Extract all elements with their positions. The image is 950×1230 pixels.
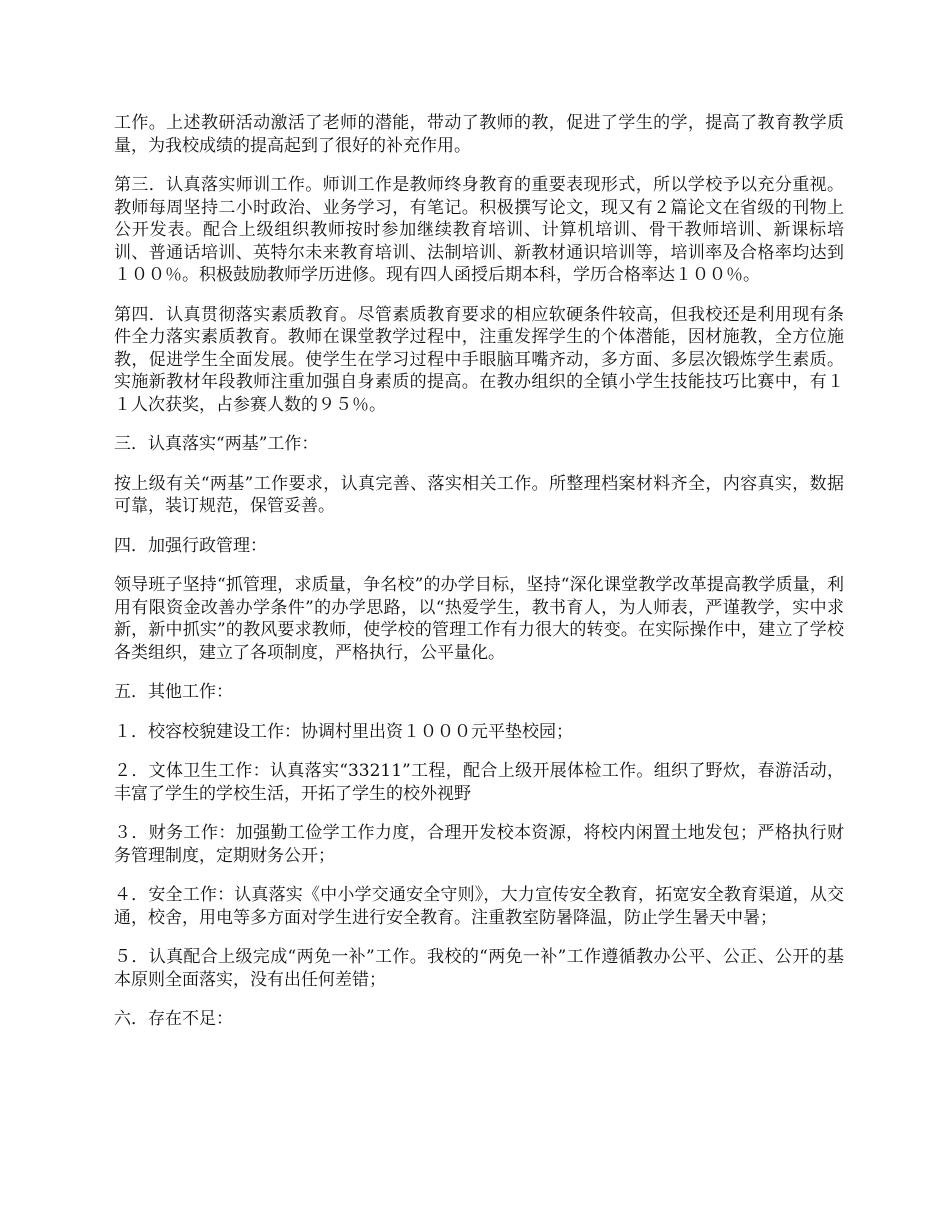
- list-item-campus: １．校容校貌建设工作：协调村里出资１０００元平垫校园；: [114, 721, 573, 742]
- section-heading-shortcomings: 六．存在不足：: [114, 1009, 233, 1029]
- list-item-safety: ４．安全工作：认真落实《中小学交通安全守则》，大力宣传安全教育，拓宽安全教育渠道，从交通，校舍，用电等多方面对学生进行安全教育。注重教室防暑降温，防止学生暑天中暑；: [114, 885, 844, 928]
- paragraph-quality-education: 第四．认真贯彻落实素质教育。尽管素质教育要求的相应软硬条件较高，但我校还是利用现有条件全力落实素质教育。教师在课堂教学过程中，注重发挥学生的个体潜能，因材施教，全方位施教，促进学生全面发展。使学生在学习过程中手眼脑耳嘴齐动，多方面、多层次锻炼学生素质。实施新教材年段教师注重加强自身素质的提高。在教办组织的全镇小学生技能技巧比赛中，有１１人次获奖，占参赛人数的９５％。: [114, 304, 844, 415]
- list-item-finance: ３．财务工作：加强勤工俭学工作力度，合理开发校本资源，将校内闲置土地发包；严格执行财务管理制度，定期财务公开；: [114, 823, 844, 866]
- paragraph-administration: 领导班子坚持“抓管理，求质量，争名校”的办学目标，坚持“深化课堂教学改革提高教学质量，利用有限资金改善办学条件”的办学思路，以“热爱学生，教书育人，为人师表，严谨教学，实中求新，新中抓实”的教风要求教师，使学校的管理工作有力很大的转变。在实际操作中，建立了学校各类组织，建立了各项制度，严格执行，公平量化。: [114, 575, 844, 663]
- section-heading-two-basics: 三．认真落实“两基”工作：: [114, 434, 319, 454]
- document-body: [114, 112, 844, 1048]
- paragraph-teacher-training: 第三．认真落实师训工作。师训工作是教师终身教育的重要表现形式，所以学校予以充分重视。教师每周坚持二小时政治、业务学习，有笔记。积极撰写论文，现又有２篇论文在省级的刊物上公开发表。配合上级组织教师按时参加继续教育培训、计算机培训、骨干教师培训、新课标培训、普通话培训、英特尔未来教育培训、法制培训、新教材通识培训等，培训率及合格率均达到１００％。积极鼓励教师学历进修。现有四人函授后期本科，学历合格率达１００％。: [114, 175, 844, 285]
- section-heading-administration: 四．加强行政管理：: [114, 535, 267, 556]
- list-item-two-exemptions: ５．认真配合上级完成“两免一补”工作。我校的“两免一补”工作遵循教办公平、公正、公开的基本原则全面落实，没有出任何差错；: [114, 947, 844, 990]
- list-item-sports-health: ２．文体卫生工作：认真落实“33211”工程，配合上级开展体检工作。组织了野炊，春游活动，丰富了学生的学校生活，开拓了学生的校外视野: [114, 761, 844, 804]
- paragraph-teaching-research-result: 工作。上述教研活动激活了老师的潜能，带动了教师的教，促进了学生的学，提高了教育教学质量，为我校成绩的提高起到了很好的补充作用。: [114, 113, 844, 156]
- section-heading-other-work: 五．其他工作：: [114, 682, 233, 702]
- paragraph-two-basics: 按上级有关“两基”工作要求，认真完善、落实相关工作。所整理档案材料齐全，内容真实，数据可靠，装订规范，保管妥善。: [114, 473, 844, 516]
